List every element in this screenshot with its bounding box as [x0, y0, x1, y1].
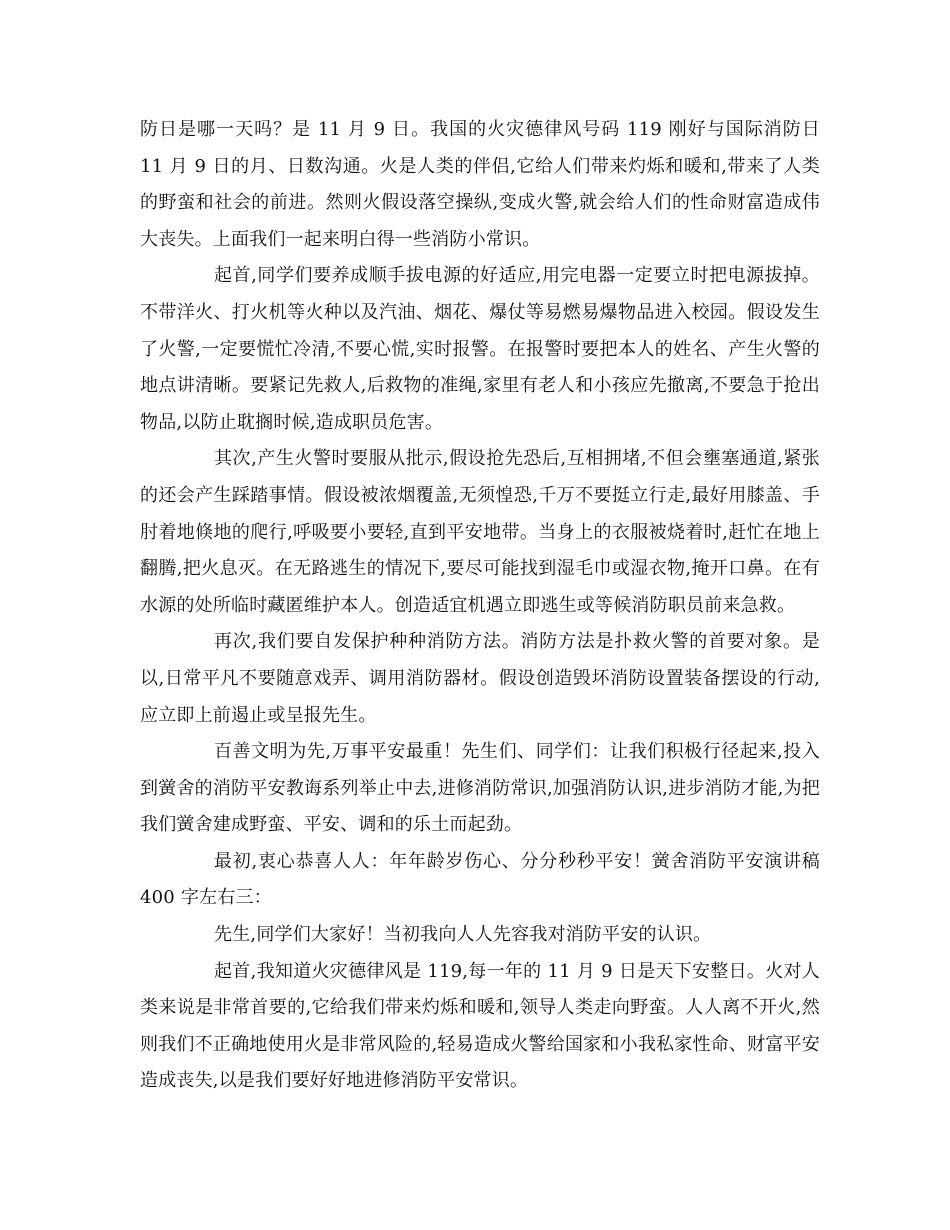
paragraph-5: 百善文明为先,万事平安最重！先生们、同学们：让我们积极行径起来,投入到黉舍的消防平安教诲系列举止中去,进修消防常识,加强消防认识,进步消防才能,为把我们黉舍建成野蛮、平安、调和的乐土而起劲。	[140, 741, 820, 836]
paragraph-3: 其次,产生火警时要服从批示,假设抢先恐后,互相拥堵,不但会壅塞通道,紧张的还会产生踩踏事情。假设被浓烟覆盖,无须惶恐,千万不要挺立行走,最好用膝盖、手肘着地倏地的爬行,呼吸要小要轻,直到平安地带。当身上的衣服被烧着时,赶忙在地上翻腾,把火息灭。在无路逃生的情况下,要尽可能找到湿毛巾或湿衣物,掩开口鼻。在有水源的处所临时藏匿维护本人。创造适宜机遇立即逃生或等候消防职员前来急救。	[140, 448, 820, 616]
paragraph-6: 最初,衷心恭喜人人：年年龄岁伤心、分分秒秒平安！黉舍消防平安演讲稿 400 字左右三：	[140, 850, 820, 909]
paragraph-4: 再次,我们要自发保护种种消防方法。消防方法是扑救火警的首要对象。是以,日常平凡不要随意戏弄、调用消防器材。假设创造毁坏消防设置装备摆设的行动,应立即上前遏止或呈报先生。	[140, 631, 820, 726]
paragraph-2: 起首,同学们要养成顺手拔电源的好适应,用完电器一定要立时把电源拔掉。不带洋火、打火机等火种以及汽油、烟花、爆仗等易燃易爆物品进入校园。假设发生了火警,一定要慌忙冷清,不要心慌,实时报警。在报警时要把本人的姓名、产生火警的地点讲清晰。要紧记先救人,后救物的准绳,家里有老人和小孩应先撤离,不要急于抢出物品,以防止耽搁时候,造成职员危害。	[140, 265, 820, 433]
document-page	[140, 112, 820, 1100]
paragraph-1: 防日是哪一天吗？是 11 月 9 日。我国的火灾德律风号码 119 刚好与国际消防日 11 月 9 日的月、日数沟通。火是人类的伴侣,它给人们带来灼烁和暖和,带来了人类的野蛮和社会的前进。然则火假设落空操纵,变成火警,就会给人们的性命财富造成伟大丧失。上面我们一起来明白得一些消防小常识。	[140, 119, 820, 250]
paragraph-7: 先生,同学们大家好！当初我向人人先容我对消防平安的认识。	[214, 924, 712, 946]
paragraph-8: 起首,我知道火灾德律风是 119,每一年的 11 月 9 日是天下安整日。火对人类来说是非常首要的,它给我们带来灼烁和暖和,领导人类走向野蛮。人人离不开火,然则我们不正确地使用火是非常风险的,轻易造成火警给国家和小我私家性命、财富平安造成丧失,以是我们要好好地进修消防平安常识。	[140, 960, 820, 1092]
